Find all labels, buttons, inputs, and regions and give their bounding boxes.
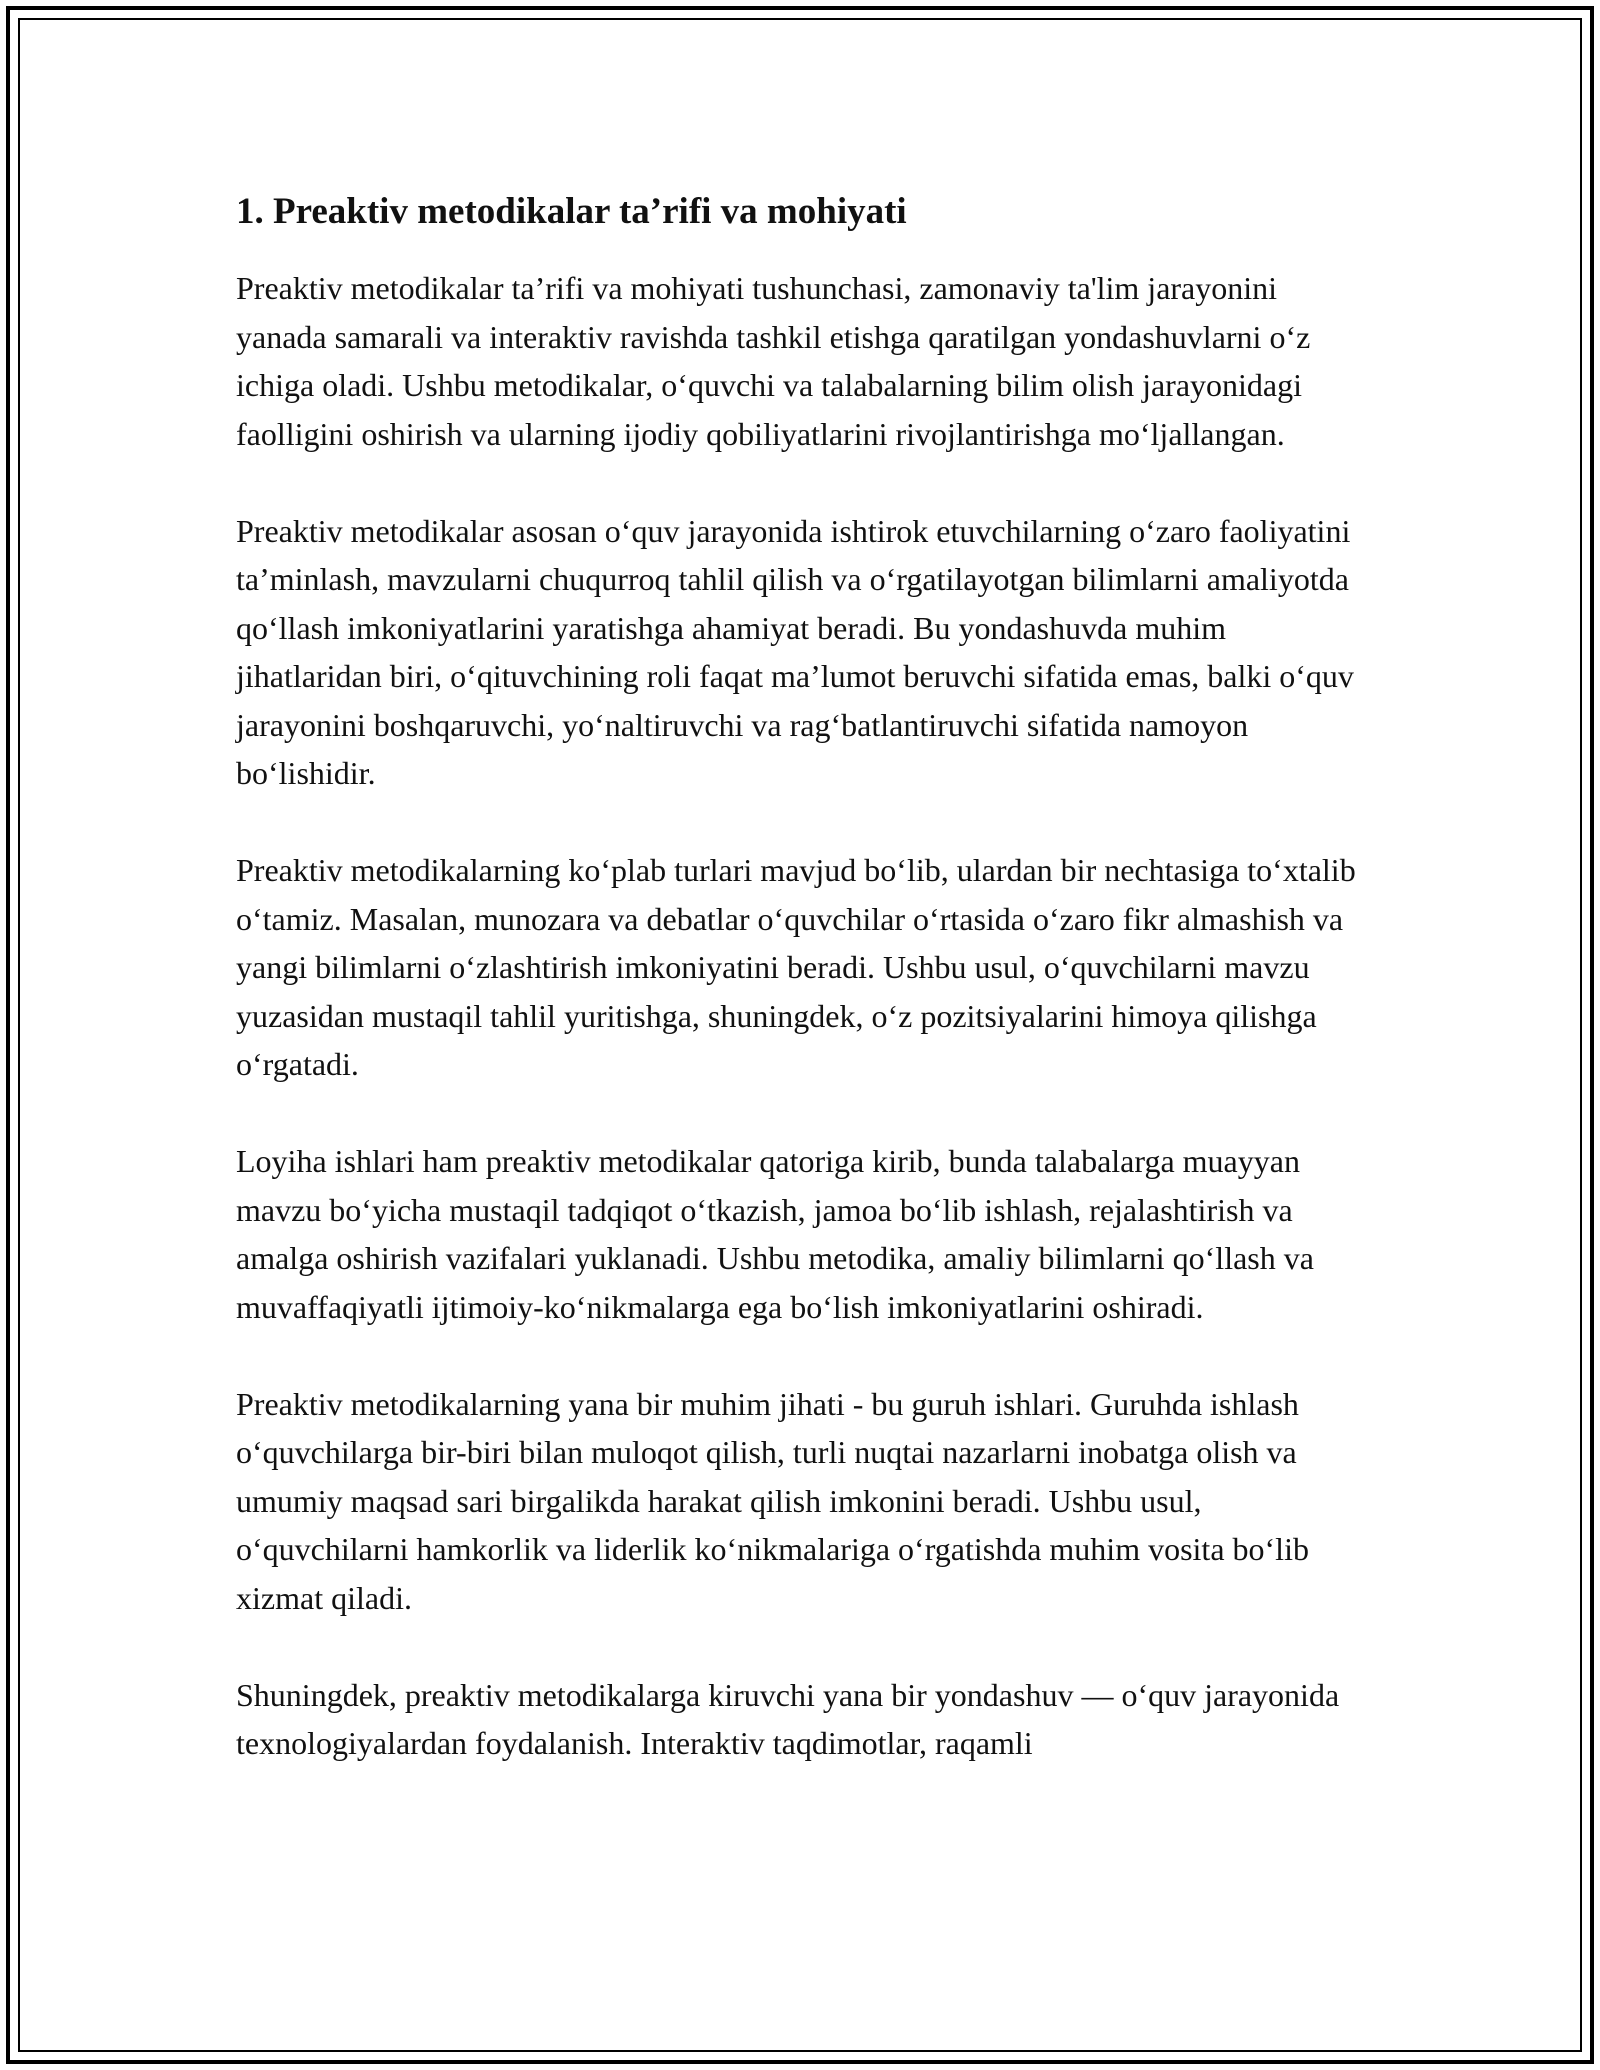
paragraph-6: Shuningdek, preaktiv metodikalarga kiruvchi yana bir yondashuv — o‘quv jarayonida texnologiyalardan foydalanish. Interaktiv taqdimotlar, raqamli: [236, 1676, 1340, 1762]
section-heading: 1. Preaktiv metodikalar ta’rifi va mohiyati: [236, 191, 907, 232]
paragraph-3: Preaktiv metodikalarning ko‘plab turlari mavjud bo‘lib, ulardan bir nechtasiga to‘xtalib o‘tamiz. Masalan, munozara va debatlar o‘quvchilar o‘rtasida o‘zaro fikr almashish va yangi bilimlarni o‘zlashtirish imkoniyatini beradi. Ushbu usul, o‘quvchilarni mavzu yuzasidan mustaqil tahlil yuritishga, shuningdek, o‘z pozitsiyalarini himoya qilishga o‘rgatadi.: [236, 852, 1356, 1083]
paragraph-2: Preaktiv metodikalar asosan o‘quv jarayonida ishtirok etuvchilarning o‘zaro faoliyatini ta’minlash, mavzularni chuqurroq tahlil qilish va o‘rgatilayotgan bilimlarni amaliyotda qo‘llash imkoniyatlarini yaratishga ahamiyat beradi. Bu yondashuvda muhim jihatlaridan biri, o‘qituvchining roli faqat ma’lumot beruvchi sifatida emas, balki o‘quv jarayonini boshqaruvchi, yo‘naltiruvchi va rag‘batlantiruvchi sifatida namoyon bo‘lishidir.: [236, 512, 1354, 792]
document-body: [236, 180, 1366, 1816]
paragraph-4: Loyiha ishlari ham preaktiv metodikalar qatoriga kirib, bunda talabalarga muayyan mavzu bo‘yicha mustaqil tadqiqot o‘tkazish, jamoa bo‘lib ishlash, rejalashtirish va amalga oshirish vazifalari yuklanadi. Ushbu metodika, amaliy bilimlarni qo‘llash va muvaffaqiyatli ijtimoiy-ko‘nikmalarga ega bo‘lish imkoniyatlarini oshiradi.: [236, 1143, 1314, 1325]
paragraph-1: Preaktiv metodikalar ta’rifi va mohiyati tushunchasi, zamonaviy ta'lim jarayonini yanada samarali va interaktiv ravishda tashkil etishga qaratilgan yondashuvlarni o‘z ichiga oladi. Ushbu metodikalar, o‘quvchi va talabalarning bilim olish jarayonidagi faolligini oshirish va ularning ijodiy qobiliyatlarini rivojlantirishga mo‘ljallangan.: [236, 270, 1311, 452]
paragraph-5: Preaktiv metodikalarning yana bir muhim jihati - bu guruh ishlari. Guruhda ishlash o‘quvchilarga bir-biri bilan muloqot qilish, turli nuqtai nazarlarni inobatga olish va umumiy maqsad sari birgalikda harakat qilish imkonini beradi. Ushbu usul, o‘quvchilarni hamkorlik va liderlik ko‘nikmalariga o‘rgatishda muhim vosita bo‘lib xizmat qiladi.: [236, 1385, 1309, 1616]
